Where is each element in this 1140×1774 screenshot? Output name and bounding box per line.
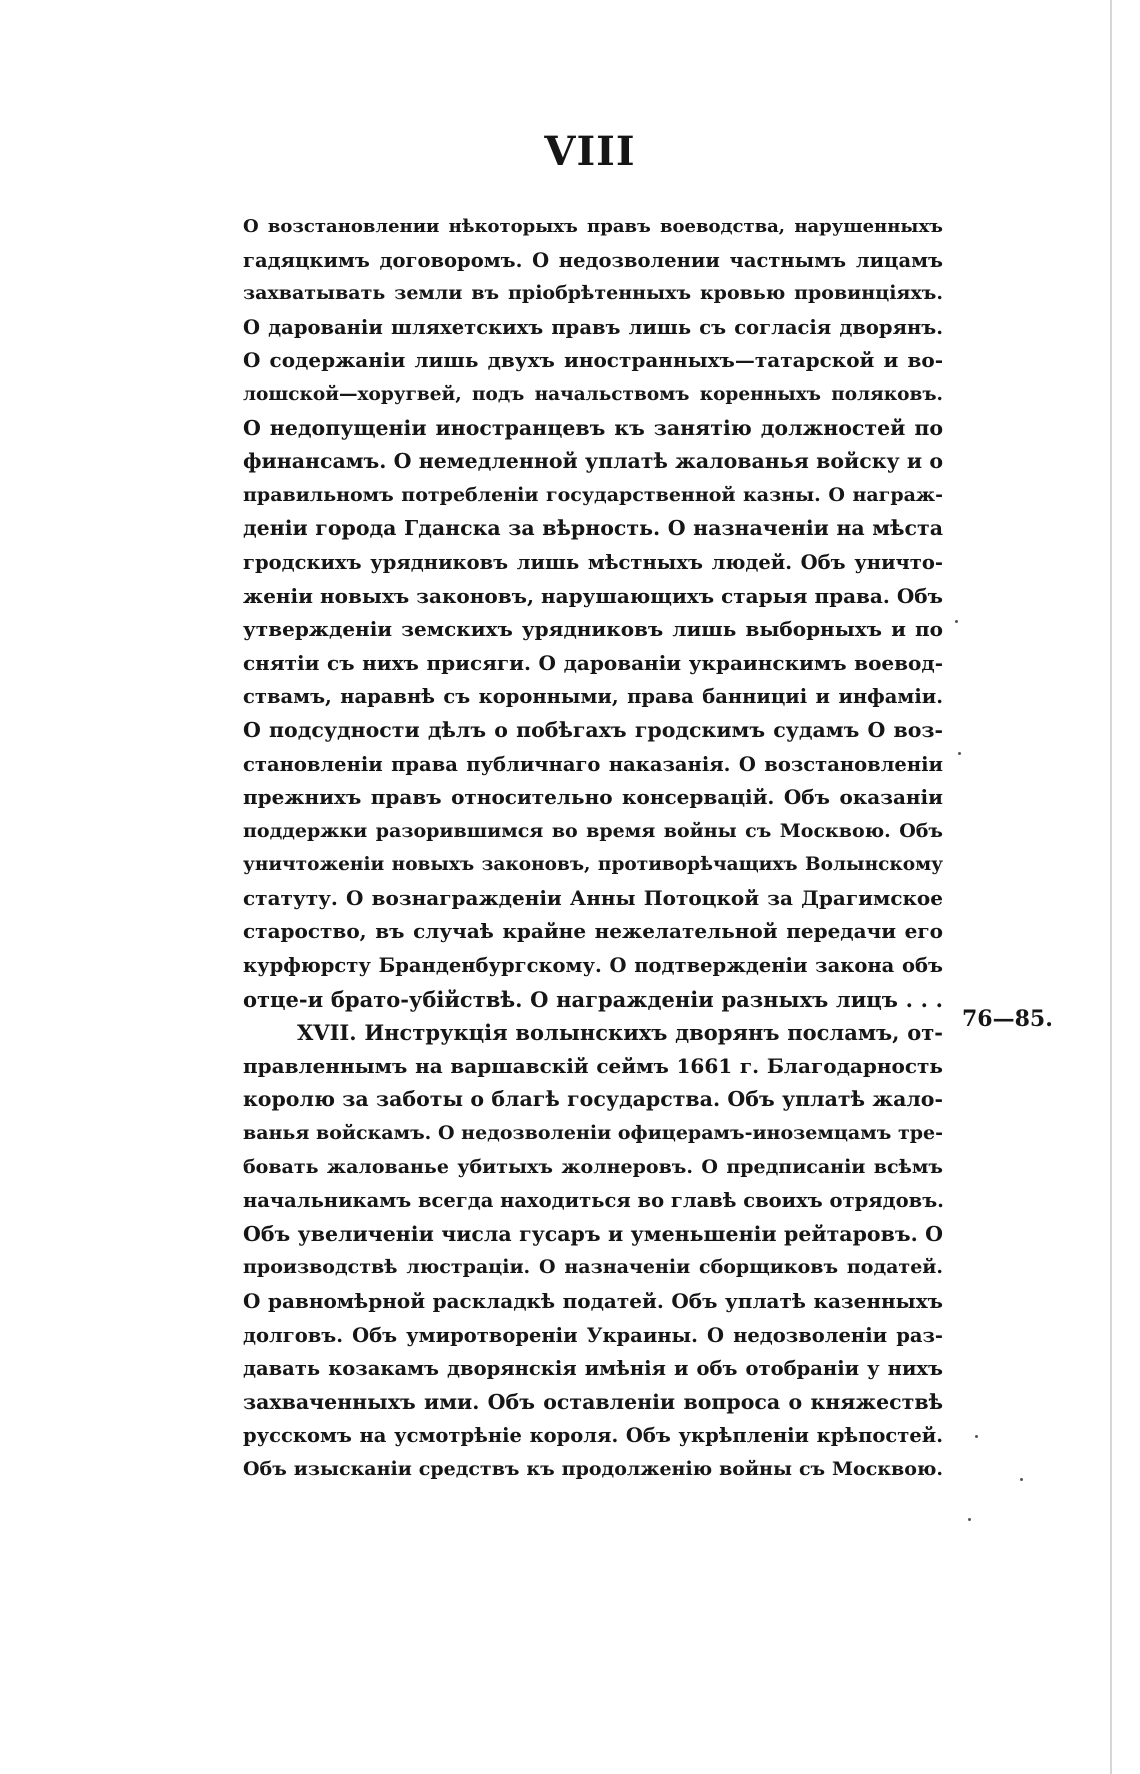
text-line: курфюрсту Бранденбургскому. О подтвержденіи закона объ bbox=[243, 954, 943, 978]
text-line: правленнымъ на варшавскій сеймъ 1661 г. Благодарность bbox=[243, 1053, 943, 1078]
text-line: ванья войскамъ. О недозволеніи офицерамъ-иноземцамъ тре- bbox=[243, 1122, 943, 1145]
scan-speck bbox=[958, 752, 961, 755]
text-line: русскомъ на усмотрѣніе короля. Объ укрѣпленіи крѣпостей. bbox=[243, 1424, 943, 1448]
text-line: О дарованіи шляхетскихъ правъ лишь съ согласія дворянъ. bbox=[243, 315, 943, 339]
text-line: производствѣ люстраціи. О назначеніи сборщиковъ податей. bbox=[243, 1256, 943, 1279]
text-line: лошской—хоругвей, подъ начальствомъ коренныхъ поляковъ. bbox=[243, 383, 943, 405]
page-edge-line bbox=[1110, 0, 1112, 1774]
text-line: гадяцкимъ договоромъ. О недозволении частнымъ лицамъ bbox=[243, 248, 943, 272]
text-line: утвержденіи земскихъ урядниковъ лишь выборныхъ и по bbox=[243, 617, 943, 642]
text-line: староство, въ случаѣ крайне нежелательной передачи его bbox=[243, 919, 943, 944]
section-heading-line: XVII. Инструкція волынскихъ дворянъ посламъ, от- bbox=[297, 1020, 943, 1046]
scan-speck bbox=[955, 620, 958, 623]
text-line: снятіи съ нихъ присяги. О дарованіи украинскимъ воевод- bbox=[243, 650, 943, 675]
text-line: финансамъ. О немедленной уплатѣ жалованья войску и о bbox=[243, 449, 943, 474]
text-line: захваченныхъ ими. Объ оставленіи вопроса о княжествѣ bbox=[243, 1389, 943, 1414]
text-line: правильномъ потребленіи государственной казны. О награж- bbox=[243, 483, 943, 506]
page-range: 76—85. bbox=[962, 1006, 1053, 1032]
text-line: отце-и брато-убійствѣ. О награжденіи разныхъ лицъ . . . bbox=[243, 986, 943, 1012]
text-line: Объ изысканіи средствъ къ продолженію войны съ Москвою. bbox=[243, 1457, 943, 1480]
text-line: захватывать земли въ пріобрѣтенныхъ кровью провинціяхъ. bbox=[243, 282, 943, 305]
text-line: уничтоженіи новыхъ законовъ, противорѣчащихъ Волынскому bbox=[243, 854, 943, 876]
text-line: О подсудности дѣлъ о побѣгахъ гродскимъ судамъ О воз- bbox=[243, 717, 943, 742]
text-line: статуту. О вознагражденіи Анны Потоцкой за Драгимское bbox=[243, 885, 943, 910]
text-line: поддержки разорившимся во время войны съ Москвою. Объ bbox=[243, 819, 943, 842]
text-line: Объ увеличеніи числа гусаръ и уменьшеніи рейтаровъ. О bbox=[243, 1221, 943, 1246]
text-line: О равномѣрной раскладкѣ податей. Объ уплатѣ казенныхъ bbox=[243, 1289, 943, 1313]
text-line: давать козакамъ дворянскія имѣнія и объ отобраніи у нихъ bbox=[243, 1357, 943, 1381]
text-line: долговъ. Объ умиротвореніи Украины. О недозволеніи раз- bbox=[243, 1323, 943, 1347]
text-column bbox=[243, 210, 943, 1487]
text-line: гродскихъ урядниковъ лишь мѣстныхъ людей. Объ уничто- bbox=[243, 550, 943, 574]
text-line: О содержаніи лишь двухъ иностранныхъ—татарской и во- bbox=[243, 348, 943, 373]
text-line: женіи новыхъ законовъ, нарушающихъ старыя права. Объ bbox=[243, 583, 943, 608]
text-line: становленіи права публичнаго наказанія. О возстановленіи bbox=[243, 752, 943, 776]
text-line: деніи города Гданска за вѣрность. О назначеніи на мѣста bbox=[243, 516, 943, 541]
text-line: королю за заботы о благѣ государства. Объ уплатѣ жало- bbox=[243, 1087, 943, 1112]
text-line: О возстановлении нѣкоторыхъ правъ воеводства, нарушенныхъ bbox=[243, 216, 943, 237]
text-line: прежнихъ правъ относительно консервацій. Объ оказаніи bbox=[243, 785, 943, 810]
scan-speck bbox=[1020, 1478, 1023, 1481]
scan-speck bbox=[975, 1435, 978, 1438]
page-number: VIII bbox=[544, 128, 636, 175]
text-line: О недопущеніи иностранцевъ къ занятію должностей по bbox=[243, 415, 943, 440]
text-line: ствамъ, наравнѣ съ коронными, права баннициі и инфаміи. bbox=[243, 685, 943, 709]
text-line: начальникамъ всегда находиться во главѣ своихъ отрядовъ. bbox=[243, 1189, 944, 1213]
scan-speck bbox=[968, 1518, 971, 1521]
text-line: бовать жалованье убитыхъ жолнеровъ. О предписаніи всѣмъ bbox=[243, 1155, 943, 1178]
